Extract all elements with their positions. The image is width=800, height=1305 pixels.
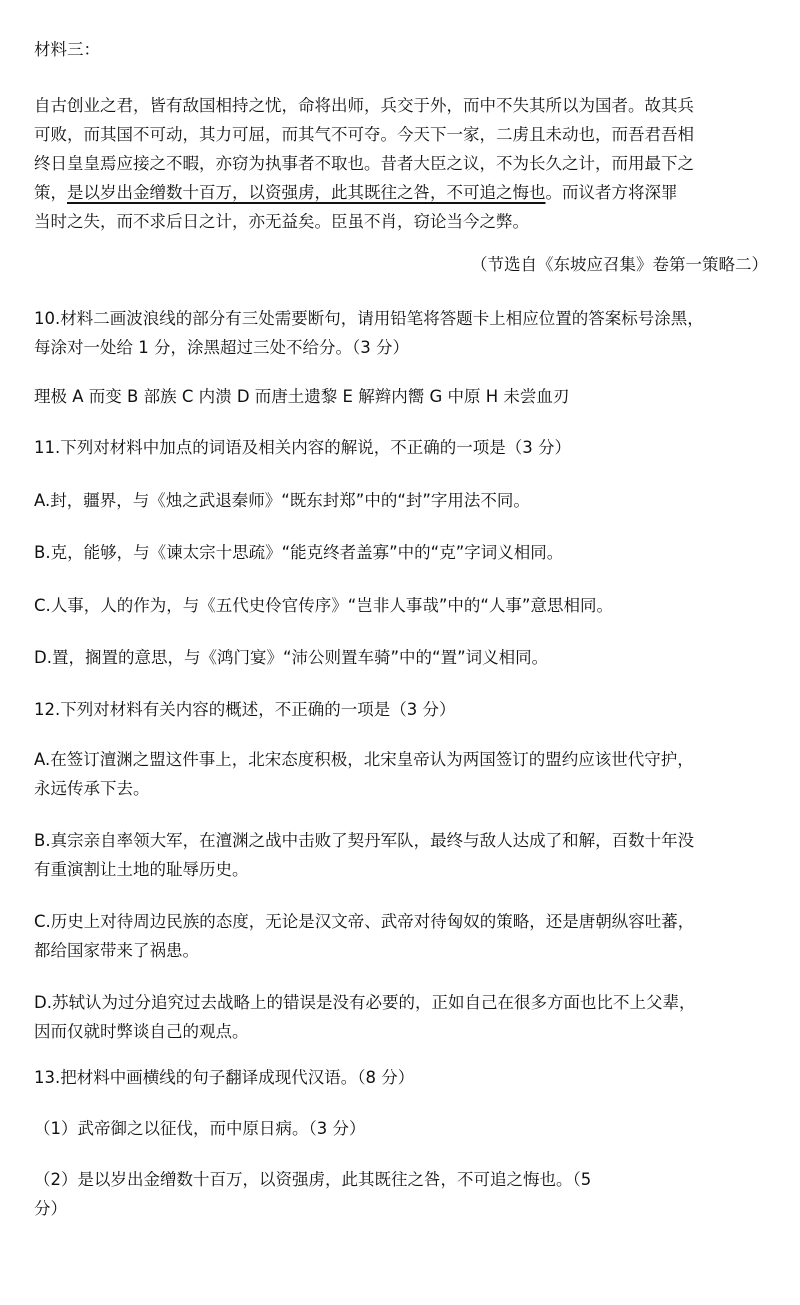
source-citation: （节选自《东坡应召集》卷第一策略二）	[471, 255, 768, 274]
option-text: 有重演割让土地的耻辱历史。	[34, 860, 249, 879]
option-text: C.人事，人的作为，与《五代史伶官传序》“岂非人事哉”中的“人事”意思相同。	[34, 596, 613, 615]
question-11-stem	[34, 433, 774, 462]
option-text: 理极 A 而变 B 部族 C 内溃 D 而唐土遗黎 E 解辫内嚮 G 中原 H 未尝血刃	[34, 387, 570, 406]
option-text: C.历史上对待周边民族的态度，无论是汉文帝、武帝对待匈奴的策略，还是唐朝纵容吐蕃，	[34, 912, 695, 931]
question-text: 分）	[34, 1199, 67, 1218]
question-text: （2）是以岁出金缯数十百万，以资强虏，此其既往之咎，不可追之悔也。（5	[34, 1170, 592, 1189]
option-text: 永远传承下去。	[34, 779, 150, 798]
question-12-option-a	[34, 745, 774, 803]
question-12-option-d	[34, 988, 774, 1046]
material3-heading	[34, 35, 774, 64]
question-text: 每涂对一处给 1 分，涂黑超过三处不给分。（3 分）	[34, 338, 409, 357]
option-text: 因而仅就时弊谈自己的观点。	[34, 1022, 249, 1041]
question-13-stem	[34, 1063, 774, 1092]
passage-line	[34, 178, 774, 207]
option-text: B.真宗亲自率领大军，在澶渊之战中击败了契丹军队，最终与敌人达成了和解，百数十年没	[34, 831, 695, 850]
option-text: D.苏轼认为过分追究过去战略上的错误是没有必要的，正如自己在很多方面也比不上父辈，	[34, 993, 696, 1012]
underlined-sentence: 是以岁出金缯数十百万，以资强虏，此其既往之咎，不可追之悔也	[67, 183, 546, 202]
question-12-stem	[34, 695, 774, 724]
question-13-sub-1	[34, 1114, 774, 1143]
question-11-option-b	[34, 538, 774, 567]
passage-line: 当时之失，而不求后日之计，亦无益矣。臣虽不肖，窃论当今之弊。	[34, 212, 529, 231]
question-10	[34, 304, 774, 362]
question-text: 10.材料二画波浪线的部分有三处需要断句，请用铅笔将答题卡上相应位置的答案标号涂黑，	[34, 309, 704, 328]
question-text: 13.把材料中画横线的句子翻译成现代汉语。（8 分）	[34, 1068, 415, 1087]
question-12-option-b	[34, 826, 774, 884]
question-11-option-c	[34, 591, 774, 620]
passage-line: 自古创业之君，皆有敌国相持之忧，命将出师，兵交于外，而中不失其所以为国者。故其兵	[34, 96, 694, 115]
question-text: 11.下列对材料中加点的词语及相关内容的解说，不正确的一项是（3 分）	[34, 438, 571, 457]
option-text: A.封，疆界，与《烛之武退秦师》“既东封郑”中的“封”字用法不同。	[34, 491, 530, 510]
option-text: A.在签订澶渊之盟这件事上，北宋态度积极，北宋皇帝认为两国签订的盟约应该世代守护，	[34, 750, 694, 769]
passage-text: 。而议者方将深罪	[545, 183, 678, 202]
question-10-options	[34, 382, 774, 411]
passage-text: 策，	[34, 183, 67, 202]
question-12-option-c	[34, 907, 774, 965]
passage-line: 终日皇皇焉应接之不暇，亦窃为执事者不取也。昔者大臣之议，不为长久之计，而用最下之	[34, 154, 694, 173]
material3-passage	[34, 91, 774, 236]
question-text: （1）武帝御之以征伐，而中原日病。（3 分）	[34, 1119, 366, 1138]
option-text: D.置，搁置的意思，与《鸿门宴》“沛公则置车骑”中的“置”词义相同。	[34, 648, 549, 667]
question-11-option-a	[34, 486, 774, 515]
option-text: 都给国家带来了祸患。	[34, 941, 199, 960]
question-11-option-d	[34, 643, 774, 672]
heading-text: 材料三：	[34, 40, 100, 59]
option-text: B.克，能够，与《谏太宗十思疏》“能克终者盖寡”中的“克”字词义相同。	[34, 543, 564, 562]
question-13-sub-2	[34, 1165, 774, 1223]
passage-line: 可败，而其国不可动，其力可屈，而其气不可夺。今天下一家，二虏且未动也，而吾君吾相	[34, 125, 694, 144]
question-text: 12.下列对材料有关内容的概述，不正确的一项是（3 分）	[34, 700, 456, 719]
